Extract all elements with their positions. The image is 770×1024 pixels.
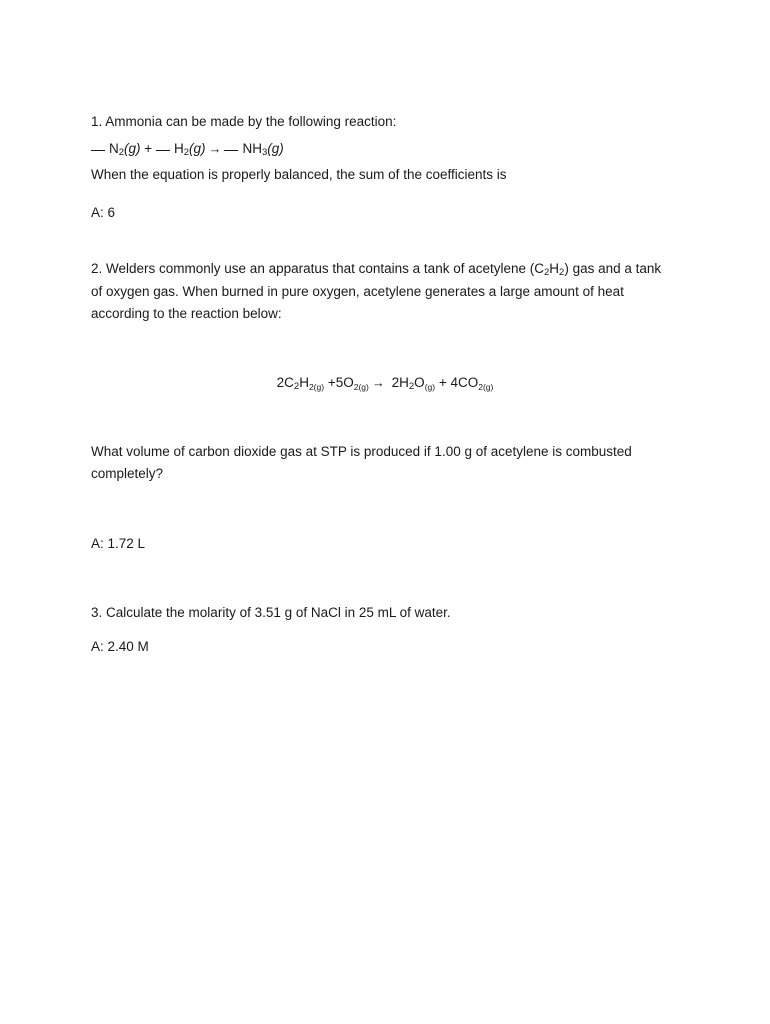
q2-text-line-3: according to the reaction below: xyxy=(91,306,282,321)
q3-answer: A: 2.40 M xyxy=(91,639,149,654)
n2-species: N xyxy=(109,141,119,156)
n2-phase: (g) xyxy=(124,141,141,156)
h2-subscript: 2 xyxy=(183,147,189,158)
q1-prompt: 1. Ammonia can be made by the following reaction: xyxy=(91,114,397,129)
coefficient-blank-2 xyxy=(156,150,170,151)
reaction-sub-1: 2 xyxy=(293,381,300,392)
q2-line1-part-b: H xyxy=(549,261,560,276)
combustion-arrow-icon: → xyxy=(371,375,385,390)
n2-subscript: 2 xyxy=(118,147,125,158)
nh3-phase: (g) xyxy=(267,141,284,156)
reaction-sub-6: 2(g) xyxy=(478,382,494,392)
coefficient-blank-3 xyxy=(224,150,238,151)
q1-equation xyxy=(91,138,284,164)
q2-answer: A: 1.72 L xyxy=(91,536,146,551)
h2-phase: (g) xyxy=(188,141,206,156)
reaction-term-6: + 4CO xyxy=(435,375,479,390)
nh3-species: NH xyxy=(242,141,262,156)
q2-line1-part-c: ) gas and a tank xyxy=(564,261,662,276)
reaction-term-5: O xyxy=(414,375,425,390)
h2-species: H xyxy=(173,141,184,156)
q3-prompt: 3. Calculate the molarity of 3.51 g of NaCl in 25 mL of water. xyxy=(91,605,451,620)
reaction-term-3: +5O xyxy=(324,375,354,390)
q1-question: When the equation is properly balanced, the sum of the coefficients is xyxy=(91,167,507,182)
nh3-subscript: 3 xyxy=(261,147,268,158)
combustion-reaction xyxy=(0,372,770,398)
q2-question-line-1: What volume of carbon dioxide gas at STP is produced if 1.00 g of acetylene is combusted xyxy=(91,444,632,459)
reaction-term-2: H xyxy=(299,375,309,390)
reaction-sub-4: 2 xyxy=(408,381,415,392)
reaction-sub-3: 2(g) xyxy=(353,382,369,392)
coefficient-blank-1 xyxy=(91,150,105,151)
q2-line1-subscript-1: 2 xyxy=(544,267,550,278)
plus-sign: + xyxy=(140,141,156,156)
q2-line1-part-a: 2. Welders commonly use an apparatus that contains a tank of acetylene (C xyxy=(91,261,544,276)
reaction-sub-5: (g) xyxy=(424,382,436,392)
reaction-term-4: 2H xyxy=(391,375,409,390)
reaction-sub-2: 2(g) xyxy=(308,382,325,392)
q2-line1-subscript-2: 2 xyxy=(559,267,565,278)
q2-question-line-2: completely? xyxy=(91,466,164,481)
reaction-term-1: 2C xyxy=(276,375,294,390)
reaction-arrow-icon: → xyxy=(208,141,222,156)
q1-answer: A: 6 xyxy=(91,205,116,220)
q2-text-line-2: of oxygen gas. When burned in pure oxygen, acetylene generates a large amount of heat xyxy=(91,284,624,299)
